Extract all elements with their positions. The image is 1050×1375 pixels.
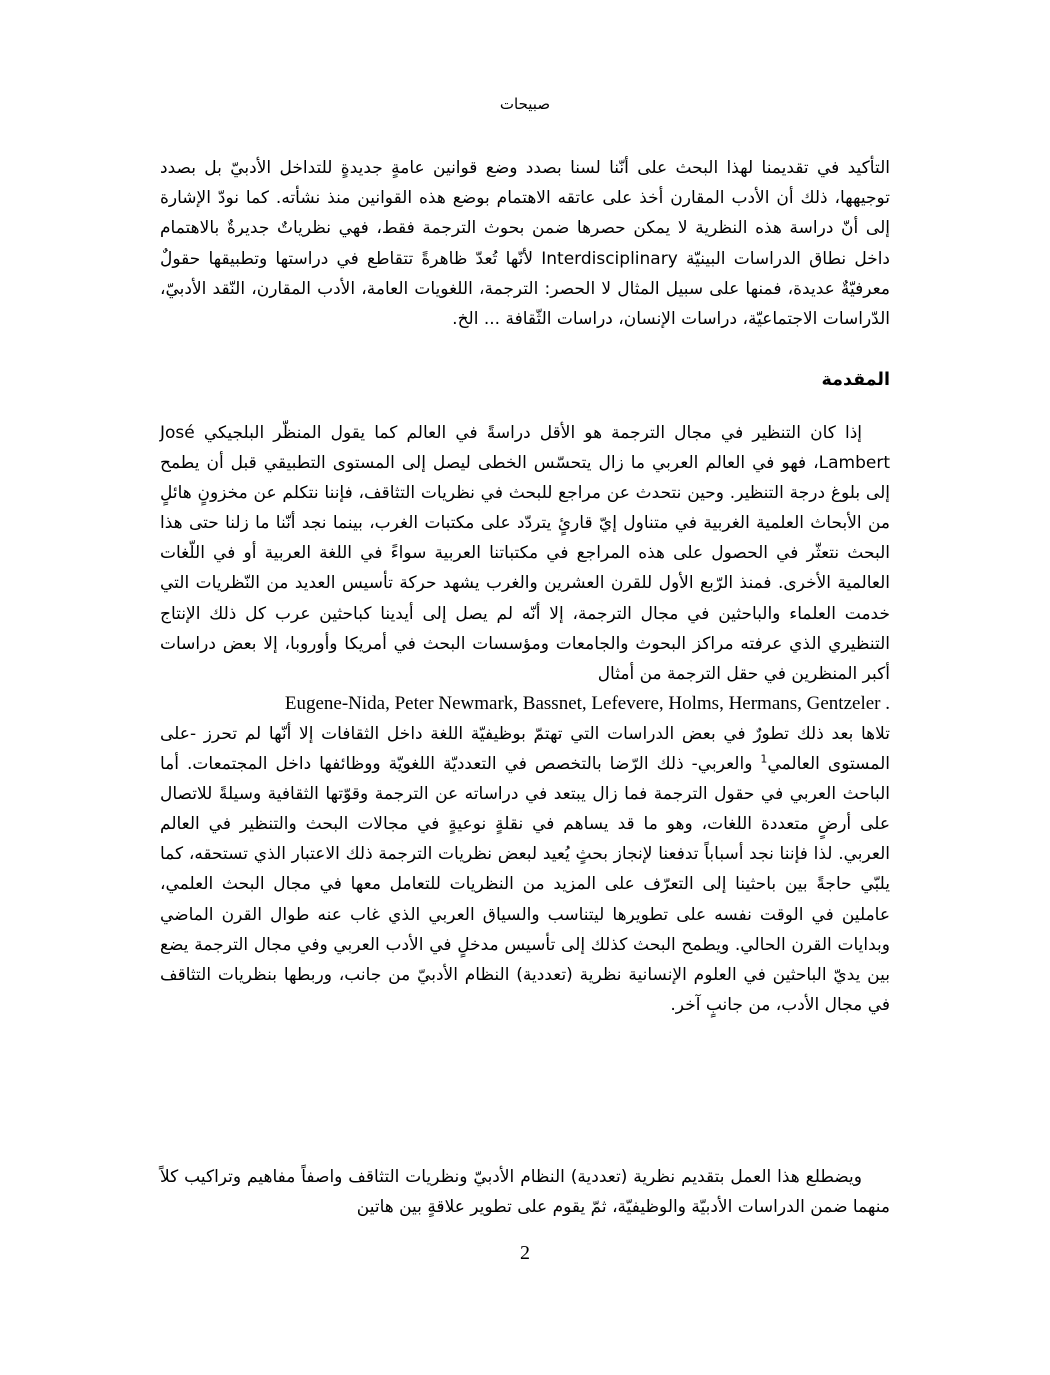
main-paragraph [160,418,890,1020]
intro-paragraph: التأكيد في تقديمنا لهذا البحث على أنّنا لسنا بصدد وضع قوانين عامةٍ جديدةٍ للتداخل الأدبيّ بل بصدد توجيهها، ذلك أن الأدب المقارن أخذ على عاتقه الاهتمام بوضع هذه القوانين منذ نشأته. كما نودّ الإشارة إلى أنّ دراسة هذه النظرية لا يمكن حصرها ضمن بحوث الترجمة فقط، فهي نظرياتٌ جديرةٌ بالاهتمام داخل نطاق الدراسات البينيّة Interdisciplinary لأنّها تُعدّ ظاهرةً تتقاطع في دراستها وتطبيقها حقولٌ معرفيّةٌ عديدة، فمنها على سبيل المثال لا الحصر: الترجمة، اللغويات العامة، الأدب المقارن، النّقد الأدبيّ، الدّراسات الاجتماعيّة، دراسات الإنسان، دراسات الثّقافة ... الخ. [160,158,890,330]
translator-names: Eugene-Nida, Peter Newmark, Bassnet, Lefevere, Holms, Hermans, Gentzeler . [284,692,890,714]
section-heading: المقدمة [821,370,890,390]
main-paragraph-part1: إذا كان التنظير في مجال الترجمة هو الأقل دراسةً في العالم كما يقول المنظّر البلجيكي José Lambert، فهو في العالم العربي ما زال يتحسّس الخطى ليصل إلى المستوى التطبيقي قبل أن يطمح إلى بلوغ درجة التنظير. وحين نتحدث عن مراجع للبحث في نظريات التثاقف، فإننا نتكلم عن مخزونٍ هائلٍ من الأبحاث العلمية الغربية في متناول إيّ قارئٍ يتردّد على مكتبات الغرب، بينما نجد أنّنا ما زلنا حتى هذا البحث نتعثّر في الحصول على هذه المراجع في مكتباتنا العربية سواءً في اللغة العربية أو في اللّغات العالمية الأخرى. فمنذ الرّبع الأول للقرن العشرين والغرب يشهد حركة تأسيس العديد من النّظريات التي خدمت العلماء والباحثين في مجال الترجمة، إلا أنّه لم يصل إلى أيدينا كباحثين عرب كل ذلك الإنتاج التنظيري الذي عرفته مراكز البحوث والجامعات ومؤسسات البحث في أمريكا وأوروبا، إلا بعض دراسات أكبر المنظرين في حقل الترجمة من أمثال [160,423,890,684]
main-paragraph-part3: والعربي- ذلك الرّضا بالتخصص في التعدديّة اللغويّة ووظائفها داخل المجتمعات. أما الباحث العربي في حقول الترجمة فما زال يبتعد في دراساته عن الترجمة وقوّتها الثقافية وسيلةً للاتصال على أرضٍ متعددة اللغات، وهو ما قد يساهم في نقلةٍ نوعيةٍ في مجالات البحث والتنظير في العالم العربي. لذا فإننا نجد أسباباً تدفعنا لإنجاز بحثٍ يُعيد لبعض نظريات الترجمة ذلك الاعتبار الذي تستحقه، كما يلبّي حاجةً بين باحثينا إلى التعرّف على المزيد من النظريات للتعامل معها في مجال البحث العلمي، عاملين في الوقت نفسه على تطويرها ليتناسب والسياق العربي الذي غاب عنه طوال القرن الماضي وبدايات القرن الحالي. ويطمح البحث كذلك إلى تأسيس مدخلٍ في الأدب العربي وفي مجال الترجمة يضع بين يديّ الباحثين في العلوم الإنسانية نظرية (تعددية) النظام الأدبيّ من جانب، وربطها بنظريات التثاقف في مجال الأدب، من جانبٍ آخر. [160,754,890,1015]
main-paragraph-part2: تلاها بعد ذلك تطورٌ في بعض الدراسات التي تهتمّ بوظيفيّة اللغة داخل الثقافات إلا أنّها لم تحرز -على المستوى العالمي [160,723,891,775]
footnote-marker[interactable]: 1 [760,752,768,766]
closing-paragraph: ويضطلع هذا العمل بتقديم نظرية (تعددية) النظام الأدبيّ ونظريات التثاقف واصفاً مفاهيم وتراكيب كلاً منهما ضمن الدراسات الأدبيّة والوظيفيّة، ثمّ يقوم على تطوير علاقةٍ بين هاتين [160,1167,890,1218]
running-header: صبيحات [499,95,551,113]
page-number: 2 [520,1242,530,1264]
